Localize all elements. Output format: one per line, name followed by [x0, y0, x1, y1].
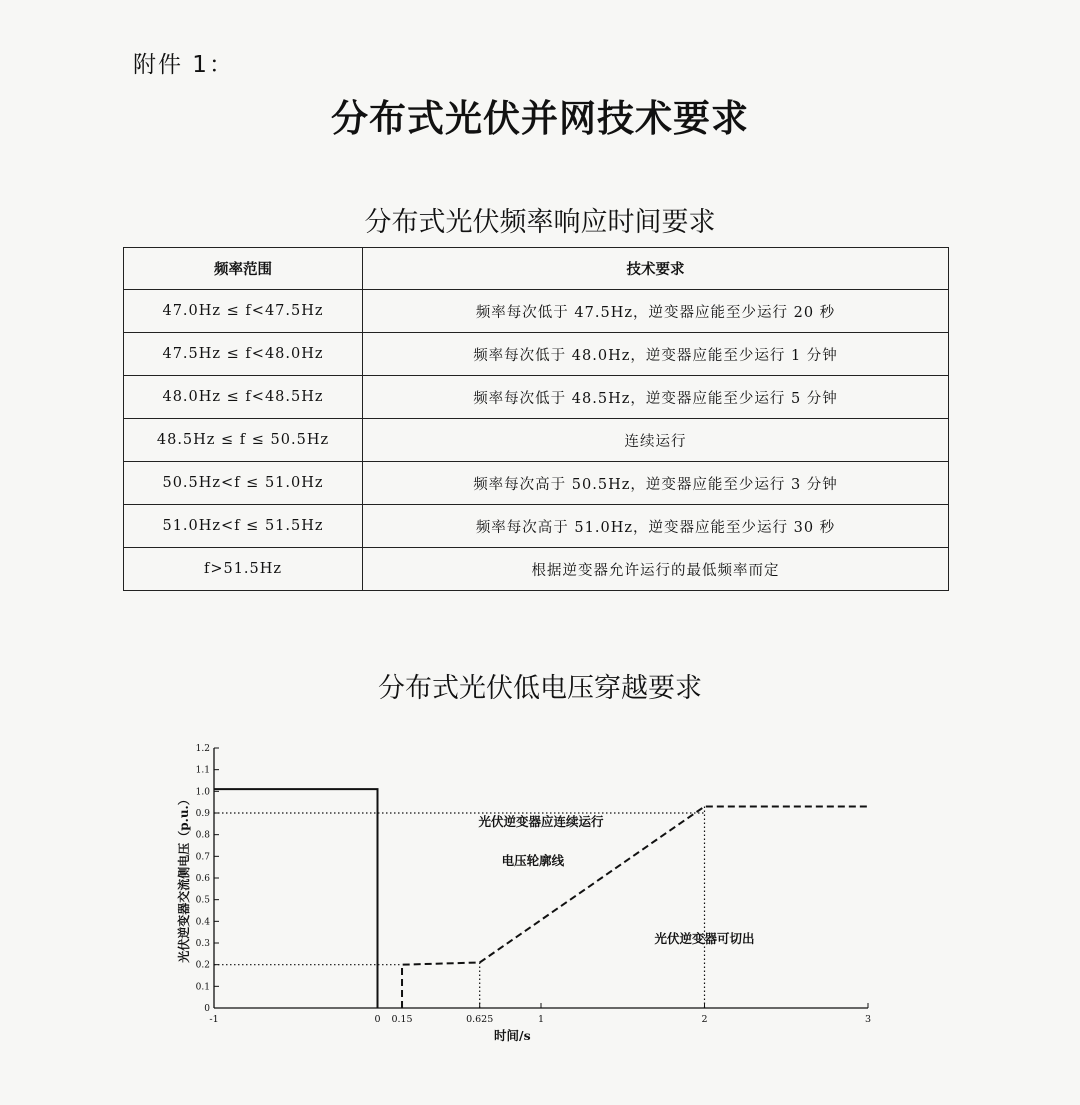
freq-range-cell: 50.5Hz<f ≤ 51.0Hz	[124, 462, 363, 505]
lvrt-section-title: 分布式光伏低电压穿越要求	[378, 673, 702, 704]
x-tick-label: 0.15	[391, 1014, 413, 1025]
freq-range-cell: 48.5Hz ≤ f ≤ 50.5Hz	[124, 419, 363, 462]
x-tick-label: 3	[864, 1014, 872, 1025]
requirement-cell: 频率每次低于 47.5Hz，逆变器应能至少运行 20 秒	[363, 290, 949, 333]
x-tick-label: 1	[537, 1014, 545, 1025]
table-row	[124, 419, 949, 462]
y-tick-label: 1.1	[195, 765, 210, 776]
table-row	[124, 376, 949, 419]
x-tick-label: -1	[209, 1014, 219, 1025]
y-tick-label: 0.6	[195, 874, 210, 884]
table-row	[124, 462, 949, 505]
x-tick-label: 0.625	[466, 1014, 494, 1025]
requirement-cell: 频率每次高于 51.0Hz，逆变器应能至少运行 30 秒	[363, 505, 949, 548]
table-row	[124, 333, 949, 376]
requirement-cell: 连续运行	[363, 419, 949, 462]
y-axis-label: 光伏逆变器交流侧电压（p.u.）	[177, 793, 191, 963]
lvrt-chart-svg	[170, 738, 890, 1048]
x-tick-label: 2	[701, 1014, 708, 1025]
y-tick-label: 0.7	[195, 852, 210, 863]
chart-annotation: 光伏逆变器应连续运行	[478, 814, 604, 829]
freq-range-cell: 47.0Hz ≤ f<47.5Hz	[124, 290, 363, 333]
x-tick-label: 0	[374, 1014, 381, 1025]
table-header-row	[124, 248, 949, 290]
attachment-label: 附件 1：	[133, 52, 234, 78]
requirement-cell: 频率每次高于 50.5Hz，逆变器应能至少运行 3 分钟	[363, 462, 949, 505]
x-axis-label: 时间/s	[494, 1028, 531, 1043]
chart-annotation: 光伏逆变器可切出	[654, 931, 755, 946]
y-tick-label: 0.4	[195, 917, 210, 928]
freq-range-cell: 51.0Hz<f ≤ 51.5Hz	[124, 505, 363, 548]
requirement-cell: 根据逆变器允许运行的最低频率而定	[363, 548, 949, 591]
freq-range-cell: 48.0Hz ≤ f<48.5Hz	[124, 376, 363, 419]
y-tick-label: 1.0	[195, 787, 210, 798]
y-tick-label: 0.9	[195, 809, 210, 819]
requirement-cell: 频率每次低于 48.0Hz，逆变器应能至少运行 1 分钟	[363, 333, 949, 376]
y-tick-label: 0.5	[195, 895, 210, 906]
page-title: 分布式光伏并网技术要求	[331, 96, 749, 140]
y-tick-label: 0.1	[195, 982, 210, 993]
header-tech-req: 技术要求	[363, 248, 949, 290]
freq-range-cell: f>51.5Hz	[124, 548, 363, 591]
y-tick-label: 0	[204, 1004, 210, 1014]
series-line-dashed	[402, 807, 868, 1009]
header-freq-range: 频率范围	[124, 248, 363, 290]
y-tick-label: 0.2	[195, 960, 210, 971]
lvrt-chart	[170, 738, 890, 1048]
table-row	[124, 290, 949, 333]
series-line-solid	[214, 789, 378, 1008]
table-row	[124, 505, 949, 548]
chart-annotation: 电压轮廓线	[501, 853, 565, 868]
y-tick-label: 0.8	[195, 830, 210, 841]
freq-section-title: 分布式光伏频率响应时间要求	[364, 207, 716, 238]
requirement-cell: 频率每次低于 48.5Hz，逆变器应能至少运行 5 分钟	[363, 376, 949, 419]
y-tick-label: 0.3	[195, 939, 210, 949]
table-row	[124, 548, 949, 591]
y-tick-label: 1.2	[195, 744, 210, 754]
freq-table	[123, 247, 949, 591]
freq-range-cell: 47.5Hz ≤ f<48.0Hz	[124, 333, 363, 376]
